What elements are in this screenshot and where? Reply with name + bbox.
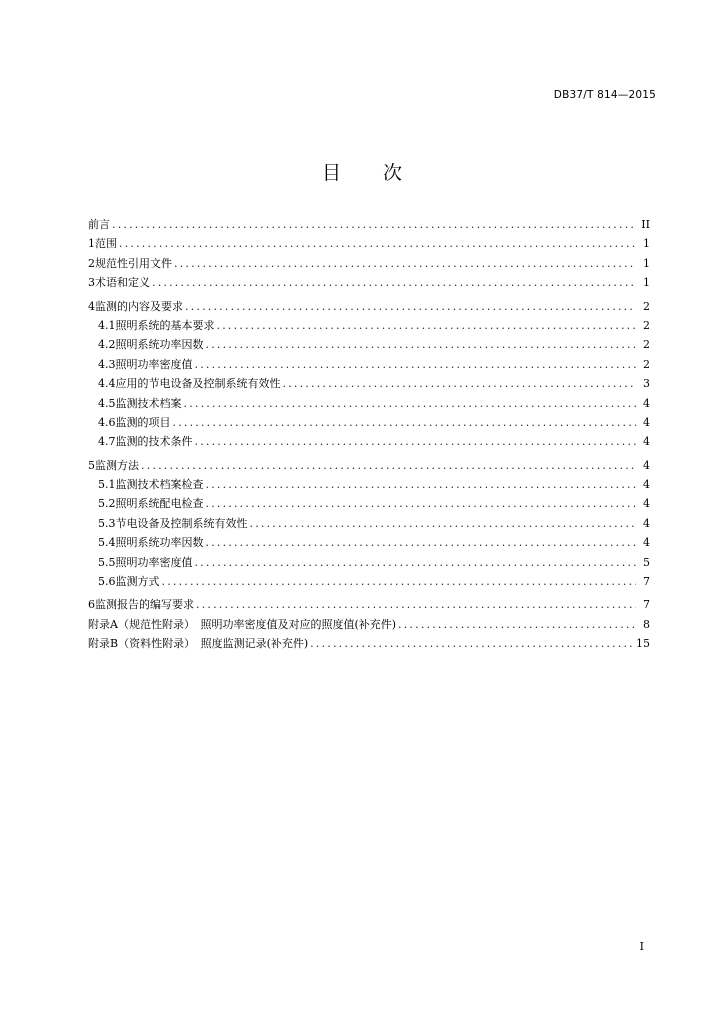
- toc-entry[interactable]: [88, 616, 650, 635]
- toc-entry[interactable]: [88, 375, 650, 394]
- toc-entry[interactable]: [88, 573, 650, 592]
- toc-entry-page: 4: [643, 516, 650, 530]
- toc-dot-leader: [162, 575, 637, 588]
- toc-entry-number: 5.4: [98, 536, 116, 550]
- toc-entry[interactable]: [88, 336, 650, 355]
- toc-entry-page: 5: [643, 555, 650, 569]
- toc-entry-page: 8: [643, 617, 650, 631]
- toc-entry-page: 4: [643, 396, 650, 410]
- toc-entry-number: 5.5: [98, 555, 116, 569]
- toc-entry[interactable]: [88, 298, 650, 317]
- toc-entry-number: 1: [88, 237, 95, 251]
- toc-entry[interactable]: [88, 476, 650, 495]
- toc-entry-page: II: [641, 218, 650, 231]
- toc-entry-page: 2: [643, 318, 650, 332]
- toc-entry-page: 2: [643, 299, 650, 313]
- toc-entry[interactable]: [88, 554, 650, 573]
- toc-dot-leader: [398, 618, 636, 631]
- toc-entry-number: 6: [88, 598, 95, 612]
- toc-dot-leader: [119, 237, 636, 250]
- toc-entry-page: 7: [643, 598, 650, 612]
- toc-entry-number: 4.6: [98, 415, 116, 429]
- toc-entry-label: 监测的项目: [115, 415, 171, 429]
- toc-dot-leader: [206, 478, 637, 491]
- toc-entry[interactable]: [88, 433, 650, 452]
- toc-entry[interactable]: [88, 534, 650, 553]
- toc-entry-number: 5.6: [98, 575, 116, 589]
- toc-entry-page: 4: [643, 497, 650, 511]
- toc-entry-number: 5.3: [98, 516, 116, 530]
- toc-entry-number: 4.2: [98, 338, 116, 352]
- toc-entry-label: 照明系统功率因数: [115, 338, 204, 352]
- toc-entry-number: 5.2: [98, 497, 116, 511]
- toc-entry-label: 监测技术档案检查: [115, 478, 204, 492]
- page-number: I: [639, 940, 644, 953]
- toc-entry[interactable]: [88, 216, 650, 235]
- toc-entry-number: 4.3: [98, 357, 116, 371]
- toc-entry-page: 4: [643, 536, 650, 550]
- toc-entry[interactable]: [88, 255, 650, 274]
- toc-entry-page: 2: [643, 338, 650, 352]
- toc-entry-number: 4.4: [98, 377, 116, 391]
- toc-entry-page: 4: [643, 478, 650, 492]
- toc-entry-label: 应用的节电设备及控制系统有效性: [115, 377, 281, 391]
- toc-entry-page: 7: [643, 575, 650, 589]
- toc-entry-page: 4: [643, 435, 650, 449]
- toc-dot-leader: [112, 218, 636, 231]
- toc-entry-label: 照明系统功率因数: [115, 536, 204, 550]
- toc-entry-page: 15: [636, 637, 650, 651]
- toc-entry-number: 3: [88, 276, 95, 290]
- toc-entry[interactable]: [88, 596, 650, 615]
- toc-entry[interactable]: [88, 515, 650, 534]
- toc-entry-number: 4.1: [98, 318, 116, 332]
- toc-entry[interactable]: [88, 457, 650, 476]
- toc-dot-leader: [174, 257, 636, 270]
- table-of-contents: [88, 216, 650, 655]
- toc-entry-label: 附录B（资料性附录） 照度监测记录(补充件): [88, 637, 309, 651]
- toc-entry-label: 照明功率密度值: [115, 555, 193, 569]
- toc-entry-label: 监测方式: [115, 575, 160, 589]
- toc-dot-leader: [196, 598, 636, 611]
- toc-entry-label: 节电设备及控制系统有效性: [115, 516, 248, 530]
- toc-entry[interactable]: [88, 395, 650, 414]
- toc-entry-number: 4: [88, 299, 95, 313]
- toc-dot-leader: [152, 276, 636, 289]
- toc-entry-page: 3: [643, 377, 650, 391]
- toc-entry-label: 监测的内容及要求: [95, 299, 183, 313]
- toc-entry[interactable]: [88, 635, 650, 654]
- toc-entry[interactable]: [88, 235, 650, 254]
- toc-dot-leader: [250, 517, 637, 530]
- toc-entry-label: 监测方法: [95, 458, 139, 472]
- toc-entry[interactable]: [88, 317, 650, 336]
- toc-dot-leader: [206, 338, 637, 351]
- toc-dot-leader: [195, 435, 637, 448]
- toc-entry[interactable]: [88, 274, 650, 293]
- toc-dot-leader: [310, 637, 634, 650]
- toc-entry-page: 1: [643, 256, 650, 270]
- toc-entry-label: 规范性引用文件: [95, 256, 172, 270]
- toc-entry-page: 4: [643, 458, 650, 472]
- toc-dot-leader: [206, 497, 637, 510]
- toc-dot-leader: [195, 358, 637, 371]
- toc-entry-label: 照明系统配电检查: [115, 497, 204, 511]
- toc-dot-leader: [173, 416, 637, 429]
- toc-entry[interactable]: [88, 495, 650, 514]
- toc-entry-label: 监测的技术条件: [115, 435, 193, 449]
- toc-entry-label: 照明系统的基本要求: [115, 318, 215, 332]
- toc-entry-label: 附录A（规范性附录） 照明功率密度值及对应的照度值(补充件): [88, 617, 397, 631]
- toc-entry-number: 5.1: [98, 478, 116, 492]
- toc-entry-number: 5: [88, 458, 95, 472]
- toc-entry-page: 2: [643, 357, 650, 371]
- toc-entry-label: 术语和定义: [95, 276, 150, 290]
- document-code: DB37/T 814—2015: [553, 89, 656, 101]
- toc-entry[interactable]: [88, 414, 650, 433]
- toc-entry[interactable]: [88, 356, 650, 375]
- toc-entry-label: 照明功率密度值: [115, 357, 193, 371]
- toc-dot-leader: [195, 556, 637, 569]
- toc-entry-page: 1: [643, 276, 650, 290]
- toc-entry-label: 监测报告的编写要求: [95, 598, 194, 612]
- toc-dot-leader: [283, 377, 637, 390]
- toc-dot-leader: [141, 459, 636, 472]
- toc-dot-leader: [185, 300, 636, 313]
- toc-entry-label: 前言: [88, 218, 110, 231]
- toc-entry-label: 范围: [95, 237, 117, 251]
- toc-dot-leader: [206, 536, 637, 549]
- toc-entry-page: 1: [643, 237, 650, 251]
- toc-entry-number: 4.7: [98, 435, 116, 449]
- page-title: 目 次: [321, 162, 421, 184]
- toc-dot-leader: [217, 319, 637, 332]
- toc-entry-label: 监测技术档案: [115, 396, 182, 410]
- toc-entry-number: 2: [88, 256, 95, 270]
- toc-dot-leader: [184, 397, 637, 410]
- toc-entry-number: 4.5: [98, 396, 116, 410]
- toc-entry-page: 4: [643, 415, 650, 429]
